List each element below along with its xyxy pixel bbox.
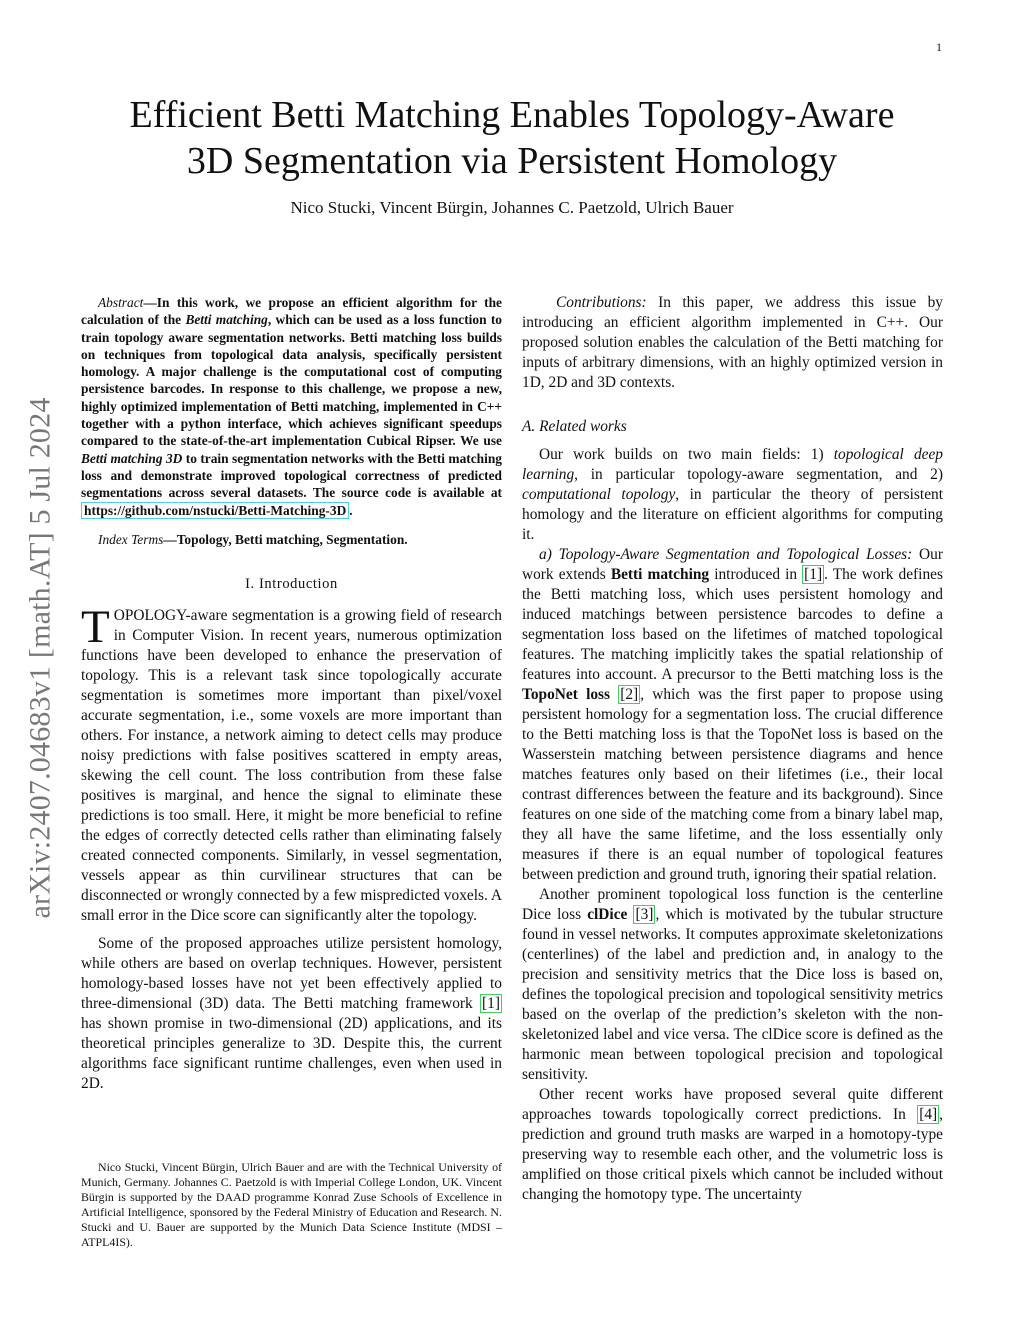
author-footnote: Nico Stucki, Vincent Bürgin, Ulrich Bauer and are with the Technical University of Munich, Germany. Johannes C. Paetzold is with Imperial College London, UK. Vincent Bürgin is supported by the DAAD programme Konrad Zuse Schools of Excellence in Artificial Intelligence, sponsored by the Federal Ministry of Education and Research. N. Stucki and U. Bauer are supported by the Munich Data Science Institute (MDSI – ATPL4IS). <box>81 1160 502 1249</box>
related-p1-text-c: , in particular the theory of persistent homology and the literature on efficient algorithms for computing it. <box>522 486 943 543</box>
related-p1-text-a: Our work builds on two main fields: 1) <box>539 446 834 463</box>
related-p2-bold-1: Betti matching <box>610 566 710 583</box>
right-column <box>522 293 943 1205</box>
index-terms-text: —Topology, Betti matching, Segmentation. <box>163 531 408 547</box>
author-list: Nico Stucki, Vincent Bürgin, Johannes C. Paetzold, Ulrich Bauer <box>290 198 734 217</box>
intro-paragraph-1-text: OPOLOGY-aware segmentation is a growing field of research in Computer Vision. In recent years, numerous optimization functions have been developed to enhance the preservation of topology. This is a relevant task since topologically accurate segmentation is sometimes more important than pixel/voxel accurate segmentation, i.e., some voxels are more important than others. For instance, a network aiming to detect cells may produce noisy predictions with false positives scattered in empty areas, skewing the cell count. The loss contribution from these false positives is marginal, and hence the signal to eliminate these predictions is too small. Here, it might be more beneficial to refine the edges of correctly detected cells rather than eliminating falsely created connected components. Similarly, in vessel segmentation, vessels appear as thin curvilinear structures that can be disconnected or wrongly connected by a few mispredicted voxels. A small error in the Dice score can significantly alter the topology. <box>81 607 502 925</box>
related-p2-bold-2: TopoNet loss <box>522 686 611 703</box>
abstract-emphasis-2: Betti matching 3D <box>81 450 183 466</box>
left-column <box>81 294 502 1094</box>
abstract-text-1: —In this work, we propose an efficient algorithm for the calculation of the <box>81 295 502 328</box>
section-heading-introduction: I. Introduction <box>245 576 338 593</box>
related-p4-text-a: Other recent works have proposed several quite different approaches towards topologically correct predictions. In <box>522 1086 943 1123</box>
title-line-1: Efficient Betti Matching Enables Topology-Aware <box>129 94 895 136</box>
citation-link[interactable]: [1] <box>482 995 500 1013</box>
citation-link[interactable]: [3] <box>635 906 654 923</box>
contributions-paragraph <box>522 293 943 393</box>
arxiv-identifier[interactable]: arXiv:2407.04683v1 [math.AT] 5 Jul 2024 <box>24 397 57 919</box>
intro-paragraph-2-text-b: has shown promise in two-dimensional (2D) applications, and its theoretical principles generalize to 3D. Despite this, the current algorithms face significant runtime challenges, even when used in 2D. <box>81 1015 502 1093</box>
related-p1-text-b: , in particular topology-aware segmentation, and 2) <box>574 466 943 483</box>
title-line-2: 3D Segmentation via Persistent Homology <box>186 140 838 182</box>
abstract-emphasis-1: Betti matching <box>185 312 268 328</box>
related-paragraph-1 <box>522 445 943 545</box>
contributions-text: In this paper, we address this issue by introducing an efficient algorithm implemented in C++. Our proposed solution enables the calculation of the Betti matching for inputs of arbitrary dimensions, with an highly optimized version in 1D, 2D and 3D contexts. <box>522 294 943 391</box>
abstract <box>81 294 502 519</box>
page-number: 1 <box>936 40 942 54</box>
source-code-link[interactable]: https://github.com/nstucki/Betti-Matching-3D <box>81 502 349 519</box>
citation-link[interactable]: [1] <box>804 566 823 583</box>
abstract-text-2: , which can be used as a loss function to train topology aware segmentation networks. Betti matching loss builds on techniques from topological data analysis, specifically persistent homology. A major challenge is the computational cost of computing persistence barcodes. In response to this challenge, we propose a new, highly optimized implementation of Betti matching, implemented in C++ together with a python interface, which achieves significant speedups compared to the state-of-the-art implementation Cubical Ripser. We use <box>81 312 502 449</box>
related-p2-text-c: . The work defines the Betti matching loss, which uses persistent homology and induced matchings between persistence barcodes to define a segmentation loss based on the lifetimes of matched topological features. The matching implicitly takes the spatial relationship of features into account. A precursor to the Betti matching loss is the <box>522 566 943 683</box>
citation-link[interactable]: [2] <box>620 686 639 703</box>
drop-cap: T <box>81 601 110 654</box>
contributions-label: Contributions: <box>556 294 647 311</box>
related-paragraph-3 <box>522 885 943 1085</box>
intro-paragraph-2-text-a: Some of the proposed approaches utilize persistent homology, while others are based on overlap techniques. However, persistent homology-based losses have not yet been effectively applied to three-dimensional (3D) data. The Betti matching framework <box>81 935 502 1013</box>
related-paragraph-4 <box>522 1085 943 1205</box>
related-p1-emphasis-1: topological deep learning <box>522 446 944 483</box>
related-p2-text-d: , which was the first paper to propose using persistent homology for a segmentation loss. The crucial difference to the Betti matching loss is that the TopoNet loss is based on the Wasserstein matching between persistence diagrams and hence matches features only based on their lifetimes (i.e., their local contrast differences between the feature and its background). Since features on one side of the matching come from a binary label map, they all have the same lifetime, and the loss essentially only measures if there is an equal number of topological features between prediction and ground truth, ignoring their spatial relation. <box>522 686 943 883</box>
abstract-text-3: to train segmentation networks with the Betti matching loss and demonstrate improved topological correctness of predicted segmentations across several datasets. The source code is available at <box>81 450 502 501</box>
related-paragraph-2 <box>522 545 943 885</box>
related-p4-text-b: , prediction and ground truth masks are warped in a homotopy-type preserving way to resemble each other, and the volumetric loss is amplified on those critical pixels which cannot be included without changing the homotopy type. The uncertainty <box>522 1106 943 1203</box>
intro-paragraph-1 <box>81 601 502 926</box>
related-p2-text-a: Our work extends <box>522 546 943 583</box>
index-terms-label: Index Terms <box>98 531 164 547</box>
index-terms <box>81 531 502 548</box>
related-p3-text-a: Another prominent topological loss function is the centerline Dice loss <box>522 886 943 923</box>
abstract-end: . <box>349 502 353 518</box>
related-p1-emphasis-2: computational topology <box>522 486 676 503</box>
related-p2-text-b: introduced in <box>709 566 803 583</box>
related-p3-text-b: , which is motivated by the tubular structure found in vessel networks. It computes approximate skeletonizations (centerlines) of the label and prediction and, in analogy to the precision and sensitivity metrics that the Dice loss is based on, defines the topological precision and topological sensitivity metrics based on the overlap of the prediction’s skeleton with the non-skeletonized label and vice versa. The clDice score is defined as the harmonic mean between topological precision and topological sensitivity. <box>522 906 944 1083</box>
abstract-label: Abstract <box>98 295 144 310</box>
intro-paragraph-2 <box>81 934 502 1094</box>
arxiv-sidebar <box>12 352 70 964</box>
paragraph-label-topology-aware: a) Topology-Aware Segmentation and Topological Losses: <box>539 546 913 563</box>
paper-title <box>80 92 944 184</box>
related-p3-bold: clDice <box>587 906 628 923</box>
citation-link[interactable]: [4] <box>919 1106 938 1123</box>
subsection-heading-related-works: A. Related works <box>522 418 627 435</box>
